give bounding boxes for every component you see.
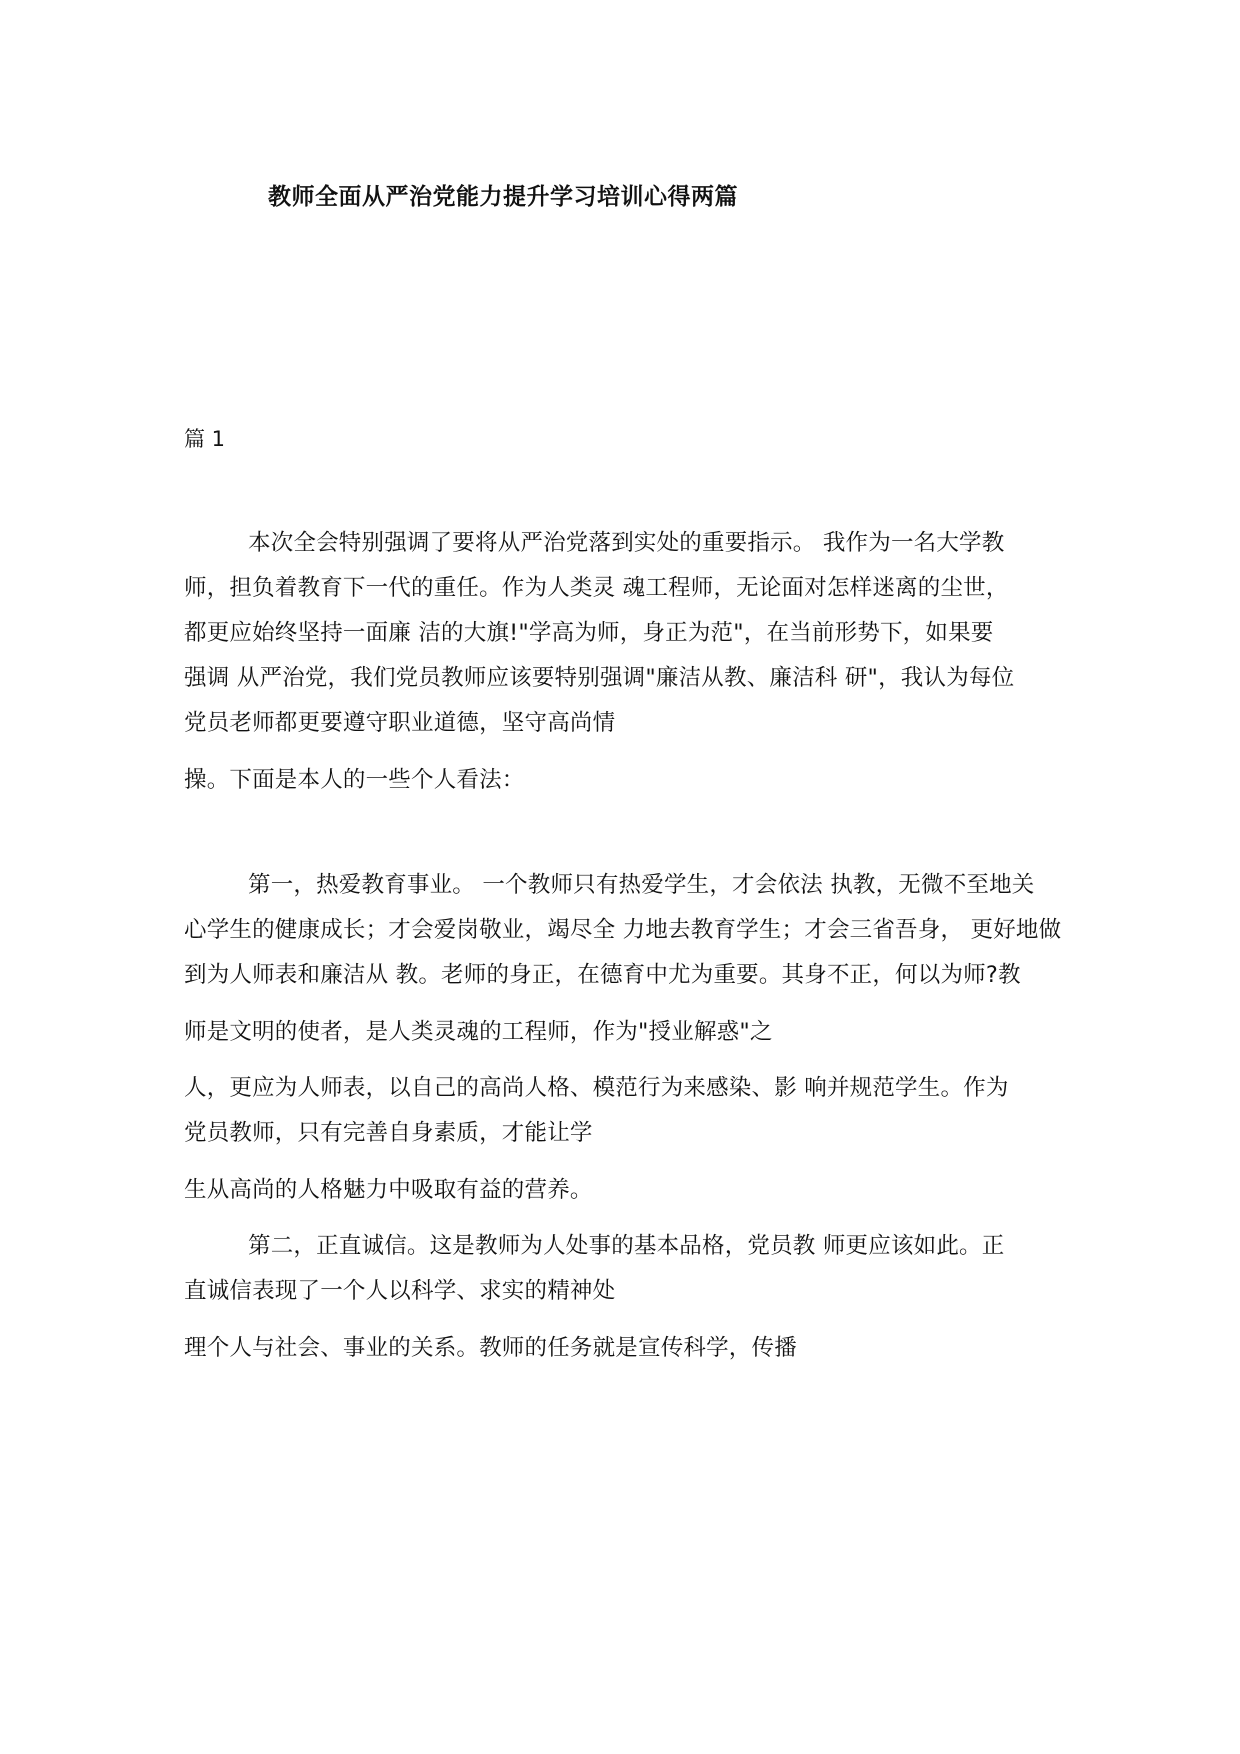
section-label: 篇 1 [184,427,226,451]
paragraph-line: 都更应始终坚持一面廉 洁的大旗!"学高为师，身正为范"，在当前形势下，如果要 [184,620,994,646]
paragraph-line: 强调 从严治党，我们党员教师应该要特别强调"廉洁从教、廉洁科 研"，我认为每位 [184,665,1015,691]
paragraph-line: 操。下面是本人的一些个人看法： [184,767,525,793]
paragraph-line: 人，更应为人师表，以自己的高尚人格、模范行为来感染、影 响并规范学生。作为 [184,1075,1009,1101]
paragraph-line: 党员教师，只有完善自身素质，才能让学 [184,1120,593,1146]
paragraph-line: 第二，正直诚信。这是教师为人处事的基本品格，党员教 师更应该如此。正 [248,1233,1005,1259]
paragraph-line: 本次全会特别强调了要将从严治党落到实处的重要指示。 我作为一名大学教 [248,530,1005,556]
paragraph-line: 党员老师都更要遵守职业道德，坚守高尚情 [184,710,616,736]
paragraph-line: 理个人与社会、事业的关系。教师的任务就是宣传科学，传播 [184,1335,797,1361]
paragraph-line: 师是文明的使者，是人类灵魂的工程师，作为"授业解惑"之 [184,1019,773,1045]
paragraph-line: 到为人师表和廉洁从 教。老师的身正，在德育中尤为重要。其身不正，何以为师?教 [184,962,1021,988]
paragraph-line: 师，担负着教育下一代的重任。作为人类灵 魂工程师，无论面对怎样迷离的尘世， [184,575,1009,601]
paragraph-line: 心学生的健康成长；才会爱岗敬业，竭尽全 力地去教育学生；才会三省吾身， 更好地做 [184,917,1062,943]
paragraph-line: 生从高尚的人格魅力中吸取有益的营养。 [184,1177,593,1203]
paragraph-line: 第一，热爱教育事业。 一个教师只有热爱学生，才会依法 执教，无微不至地关 [248,872,1035,898]
paragraph-line: 直诚信表现了一个人以科学、求实的精神处 [184,1278,616,1304]
document-title: 教师全面从严治党能力提升学习培训心得两篇 [268,184,738,210]
